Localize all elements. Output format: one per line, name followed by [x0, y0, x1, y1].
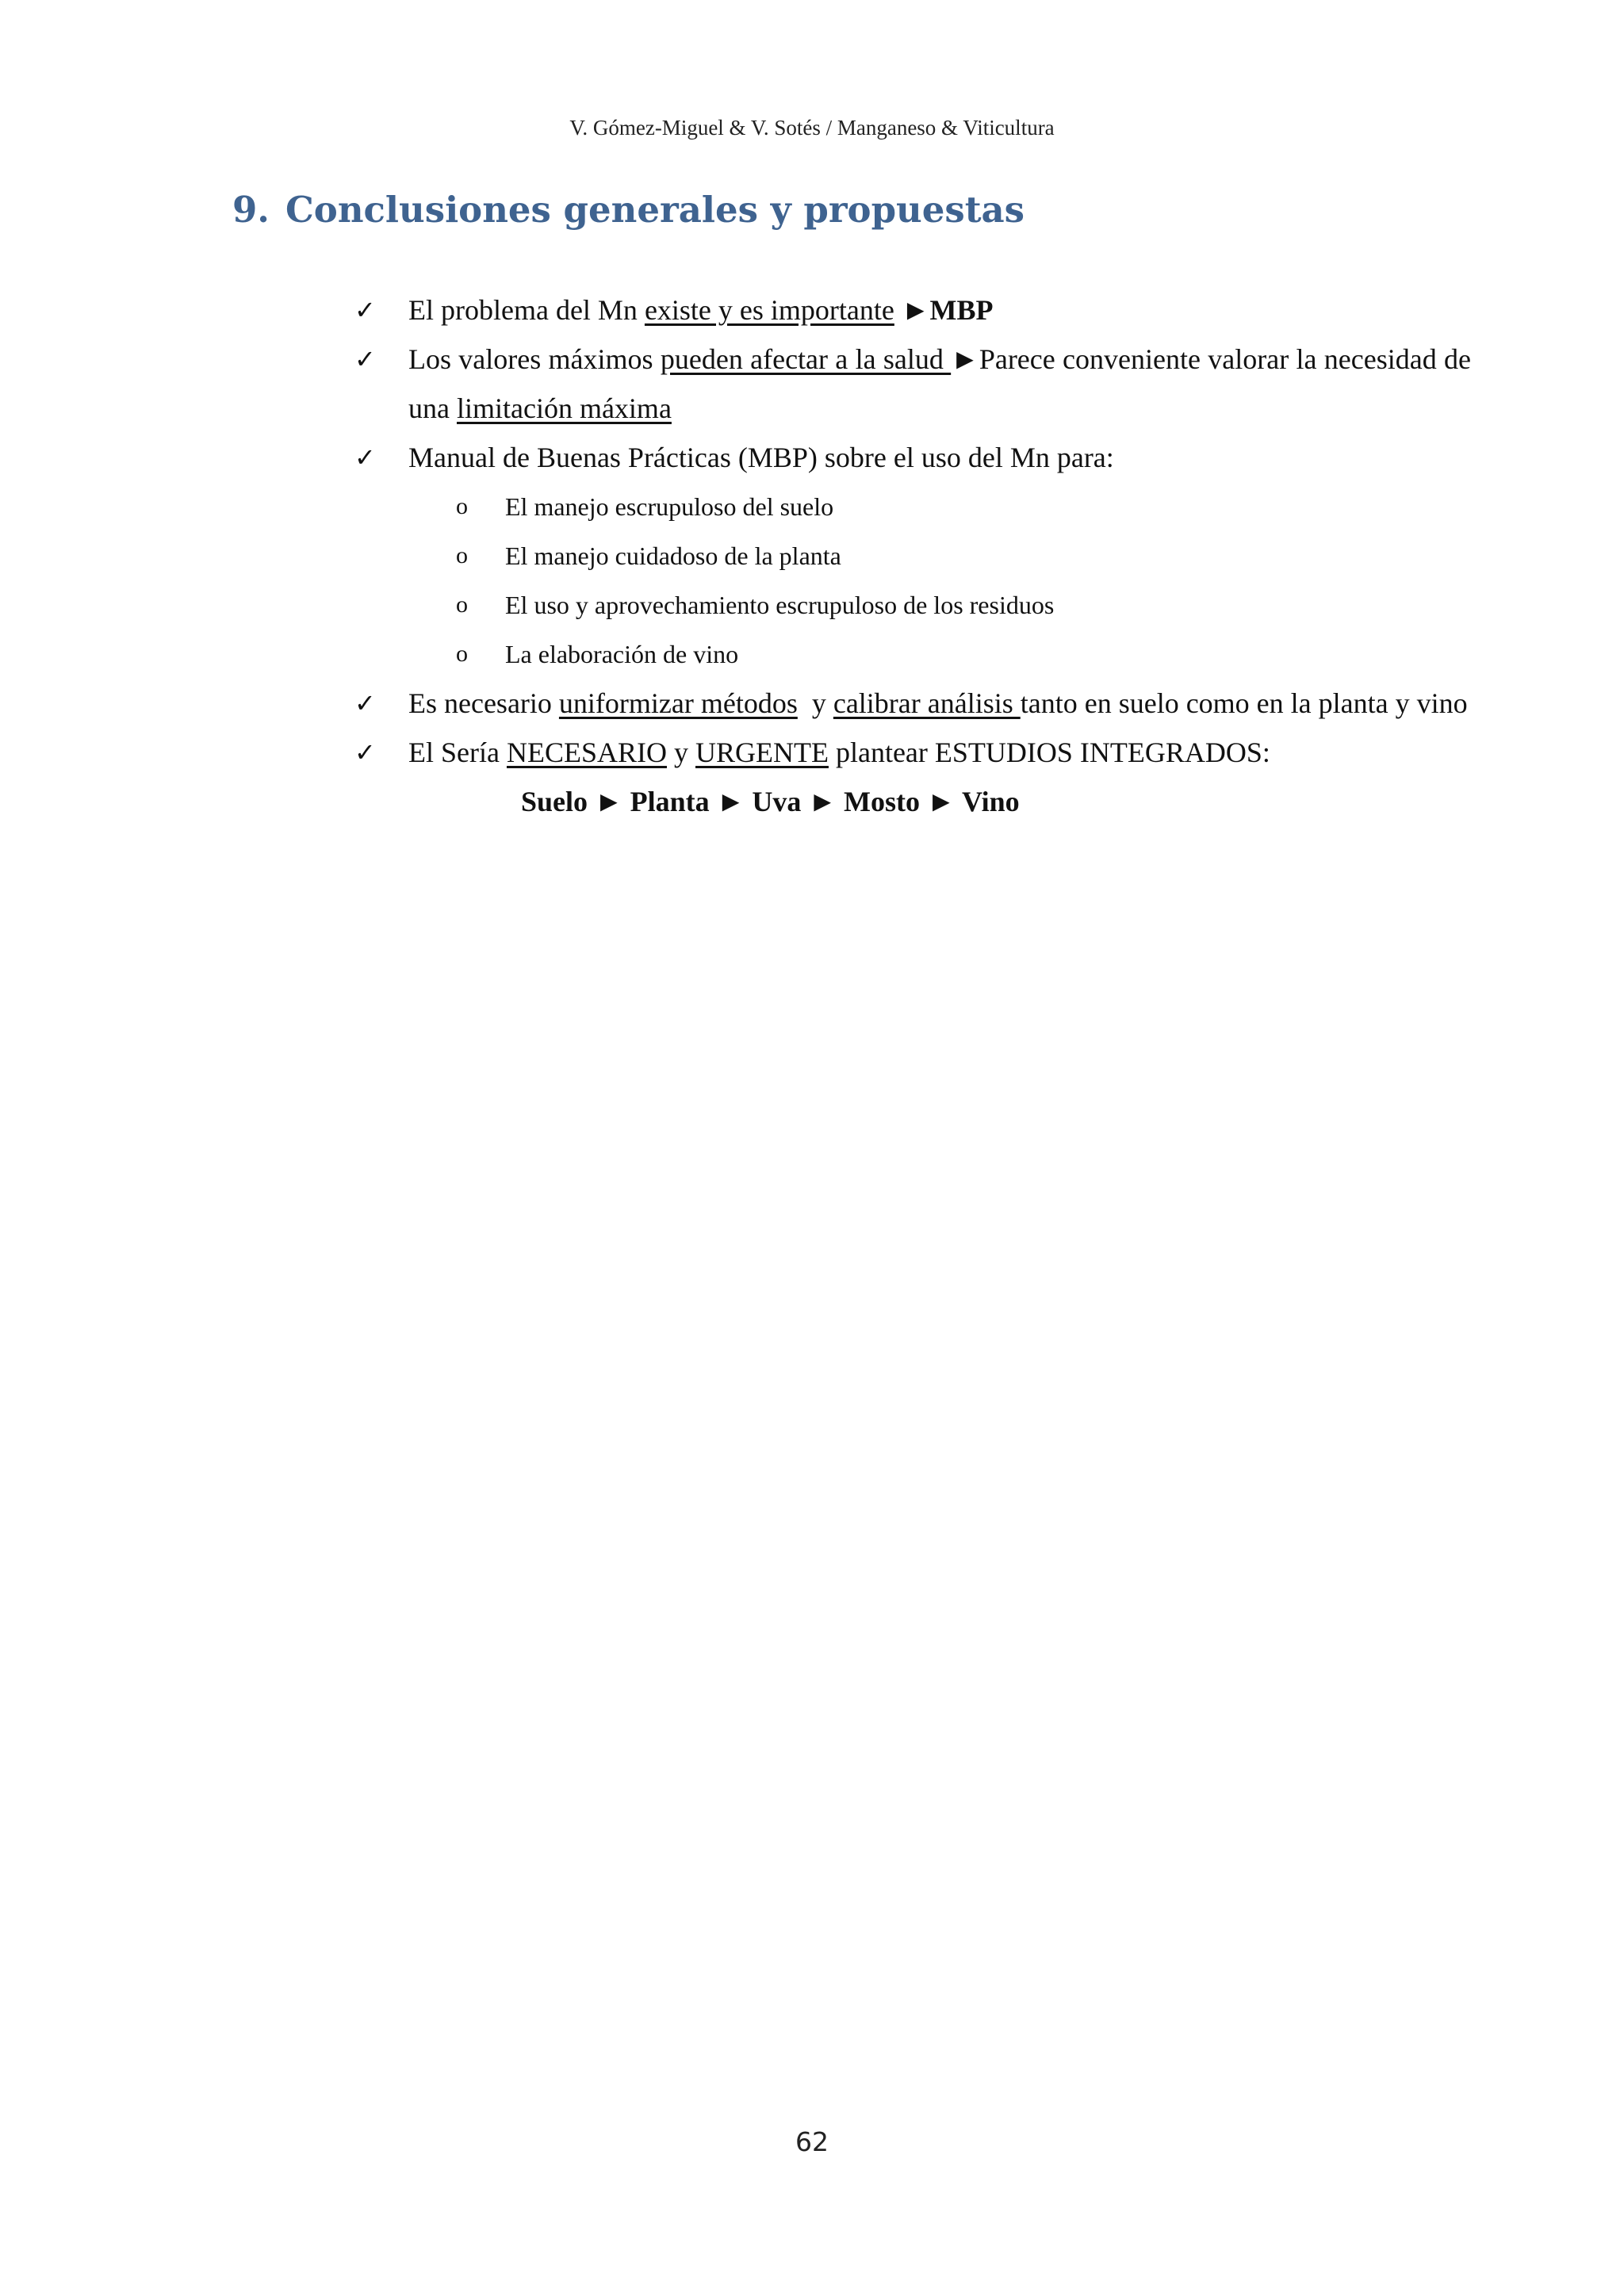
item-text: El problema del Mn	[408, 294, 645, 326]
circle-bullet-icon: o	[456, 591, 468, 618]
sub-list-item	[353, 531, 1471, 580]
underlined-text: existe y es importante	[644, 294, 894, 326]
circle-bullet-icon: o	[456, 542, 468, 568]
item-text: Es necesario	[408, 687, 559, 719]
item-text: El Sería	[408, 737, 507, 768]
arrow-icon: ►	[926, 786, 956, 817]
item-text: Parece conveniente valorar la necesidad de una	[408, 343, 1471, 424]
sub-item-text: El manejo cuidadoso de la planta	[505, 541, 841, 570]
sub-item-text: El uso y aprovechamiento escrupuloso de los residuos	[505, 591, 1055, 619]
sub-list-item	[353, 580, 1471, 629]
section-number: 9.	[232, 189, 270, 231]
list-item	[353, 679, 1471, 728]
sub-list-item	[353, 482, 1471, 531]
arrow-icon: ►	[901, 294, 930, 326]
check-icon: ✓	[354, 688, 376, 718]
underlined-text: NECESARIO	[506, 737, 667, 768]
sub-item-text: La elaboración de vino	[505, 640, 739, 668]
underlined-text: limitación máxima	[456, 392, 672, 424]
chain-step: Planta	[630, 786, 710, 817]
underlined-text: uniformizar métodos	[558, 687, 798, 719]
chain-step: Uva	[752, 786, 802, 817]
check-icon: ✓	[354, 442, 376, 473]
process-chain	[353, 777, 1471, 826]
arrow-icon: ►	[716, 786, 745, 817]
chain-step: Suelo	[521, 786, 588, 817]
arrow-icon: ►	[808, 786, 837, 817]
item-text: tanto en suelo como en la planta y vino	[1020, 687, 1468, 719]
circle-bullet-icon: o	[456, 493, 468, 519]
circle-bullet-icon: o	[456, 641, 468, 667]
item-text: plantear ESTUDIOS INTEGRADOS:	[828, 737, 1270, 768]
list-item	[353, 433, 1471, 482]
page-number: 62	[795, 2126, 829, 2157]
sub-list-item	[353, 629, 1471, 679]
running-header: V. Gómez-Miguel & V. Sotés / Manganeso & Viticultura	[569, 116, 1055, 140]
item-text: Los valores máximos	[408, 343, 661, 375]
bold-text: MBP	[929, 294, 994, 326]
item-text: y	[666, 737, 695, 768]
chain-step: Mosto	[843, 786, 920, 817]
section-heading	[232, 189, 1025, 231]
list-item	[353, 285, 1471, 335]
check-icon: ✓	[354, 295, 376, 325]
item-text: Manual de Buenas Prácticas (MBP) sobre el uso del Mn para:	[408, 442, 1114, 473]
arrow-icon: ►	[595, 786, 623, 817]
underlined-text: calibrar análisis	[833, 687, 1021, 719]
conclusions-list	[353, 285, 1471, 826]
sub-item-text: El manejo escrupuloso del suelo	[505, 492, 834, 521]
underlined-text: pueden afectar a la salud	[660, 343, 952, 375]
section-title: Conclusiones generales y propuestas	[285, 189, 1025, 231]
check-icon: ✓	[354, 344, 376, 374]
list-item	[353, 728, 1471, 777]
item-text	[894, 294, 902, 326]
item-text: y	[797, 687, 833, 719]
arrow-icon: ►	[951, 343, 979, 375]
list-item	[353, 335, 1471, 433]
chain-step: Vino	[961, 786, 1020, 817]
check-icon: ✓	[354, 737, 376, 767]
underlined-text: URGENTE	[695, 737, 829, 768]
